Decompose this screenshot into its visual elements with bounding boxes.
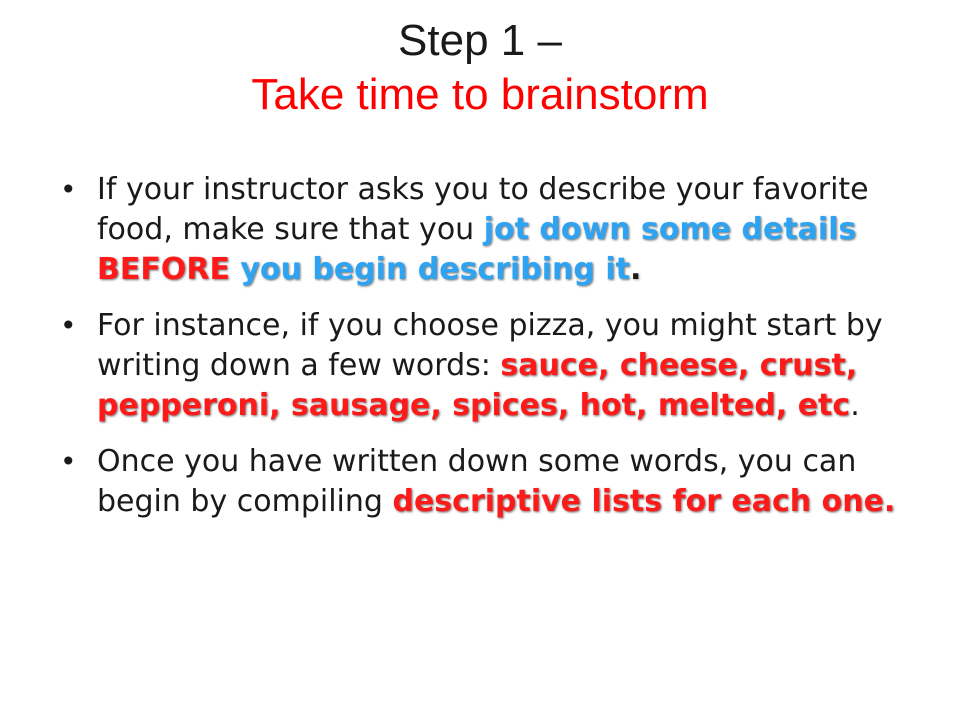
bullet-2-highlight: sauce, cheese, crust, pepperoni, sausage, spices, hot, melted, etc (97, 348, 858, 423)
bullet-dot-icon: • (60, 445, 77, 478)
title-line-1: Step 1 – (398, 16, 562, 65)
bullet-2-text: For instance, if you choose pizza, you might start by writing down a few words: (97, 308, 883, 383)
bullet-1-text: If your instructor asks you to describe your favorite food, make sure that you (97, 172, 869, 247)
bullet-dot-icon: • (60, 173, 77, 206)
bullet-item-1 (60, 170, 910, 290)
bullet-1-highlight-a: jot down some details (483, 212, 857, 247)
bullet-list (60, 170, 910, 538)
bullet-2-end: . (850, 388, 860, 423)
bullet-1-highlight-c: you begin describing it (229, 252, 630, 287)
bullet-dot-icon: • (60, 309, 77, 342)
slide-title (0, 14, 960, 122)
bullet-item-2 (60, 306, 910, 426)
bullet-1-highlight-b: BEFORE (97, 252, 230, 287)
bullet-1-end: . (629, 252, 642, 287)
bullet-3-highlight: descriptive lists for each one. (392, 484, 896, 519)
bullet-item-3 (60, 442, 910, 522)
title-line-2: Take time to brainstorm (251, 70, 709, 119)
bullet-3-text: Once you have written down some words, you can begin by compiling (97, 444, 857, 519)
